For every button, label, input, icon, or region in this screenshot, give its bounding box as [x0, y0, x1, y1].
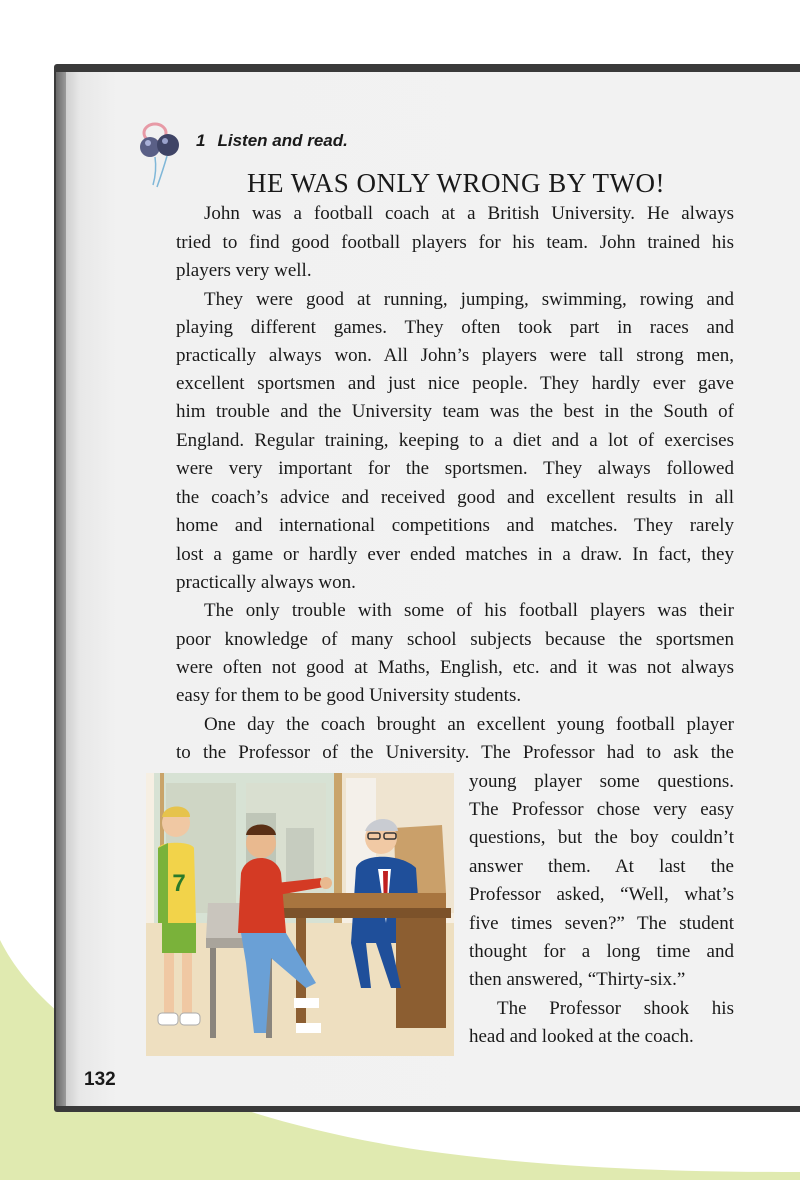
exercise-number: 1 — [196, 131, 206, 150]
text-line: questions, but the boy couldn’t — [469, 827, 734, 848]
text-line: young player some questions. — [469, 771, 734, 792]
jersey-number: 7 — [172, 870, 186, 897]
text-line: playing different games. They often took part in races and — [176, 317, 734, 338]
text-line: Professor asked, “Well, what’s — [469, 884, 734, 905]
text-line: thought for a long time and — [469, 941, 734, 962]
exercise-instruction: Listen and read. — [217, 131, 348, 150]
text-line: tried to find good football players for his team. John trained his — [176, 232, 734, 253]
text-line: practically always won. All John’s players were tall strong men, — [176, 345, 734, 366]
story-title: HE WAS ONLY WRONG BY TWO! — [246, 168, 666, 198]
text-line: poor knowledge of many school subjects because the sportsmen — [176, 629, 734, 650]
text-line: home and international competitions and matches. They rarely — [176, 515, 734, 536]
text-line: excellent sportsmen and just nice people. They hardly ever gave — [176, 373, 734, 394]
text-line: England. Regular training, keeping to a diet and a lot of exercises — [176, 430, 734, 451]
text-line: to the Professor of the University. The Professor had to ask the — [176, 742, 734, 763]
text-line: then answered, “Thirty-six.” — [469, 969, 686, 990]
text-line: were often not good at Maths, English, etc. and it was not always — [176, 657, 734, 678]
illustration-professor-office — [146, 773, 454, 1056]
text-line: easy for them to be good University students. — [176, 685, 522, 706]
text-line: John was a football coach at a British University. He always — [204, 203, 734, 224]
text-line: players very well. — [176, 260, 312, 281]
text-line: They were good at running, jumping, swimming, rowing and — [204, 289, 734, 310]
exercise-heading — [196, 131, 348, 151]
page-number: 132 — [84, 1069, 116, 1090]
text-line: The only trouble with some of his football players was their — [204, 600, 734, 621]
text-line: the coach’s advice and received good and excellent results in all — [176, 487, 734, 508]
text-line: answer them. At last the — [469, 856, 734, 877]
text-line: five times seven?” The student — [469, 913, 734, 934]
text-line: him trouble and the University team was the best in the South of — [176, 401, 734, 422]
text-line: One day the coach brought an excellent young football player — [204, 714, 734, 735]
text-line: were very important for the sportsmen. They always followed — [176, 458, 734, 479]
text-line: practically always won. — [176, 572, 356, 593]
text-line: lost a game or hardly ever ended matches in a draw. In fact, they — [176, 544, 734, 565]
text-line: head and looked at the coach. — [469, 1026, 694, 1047]
text-line: The Professor shook his — [497, 998, 734, 1019]
text-line: The Professor chose very easy — [469, 799, 734, 820]
book-page-edge — [56, 72, 66, 1106]
